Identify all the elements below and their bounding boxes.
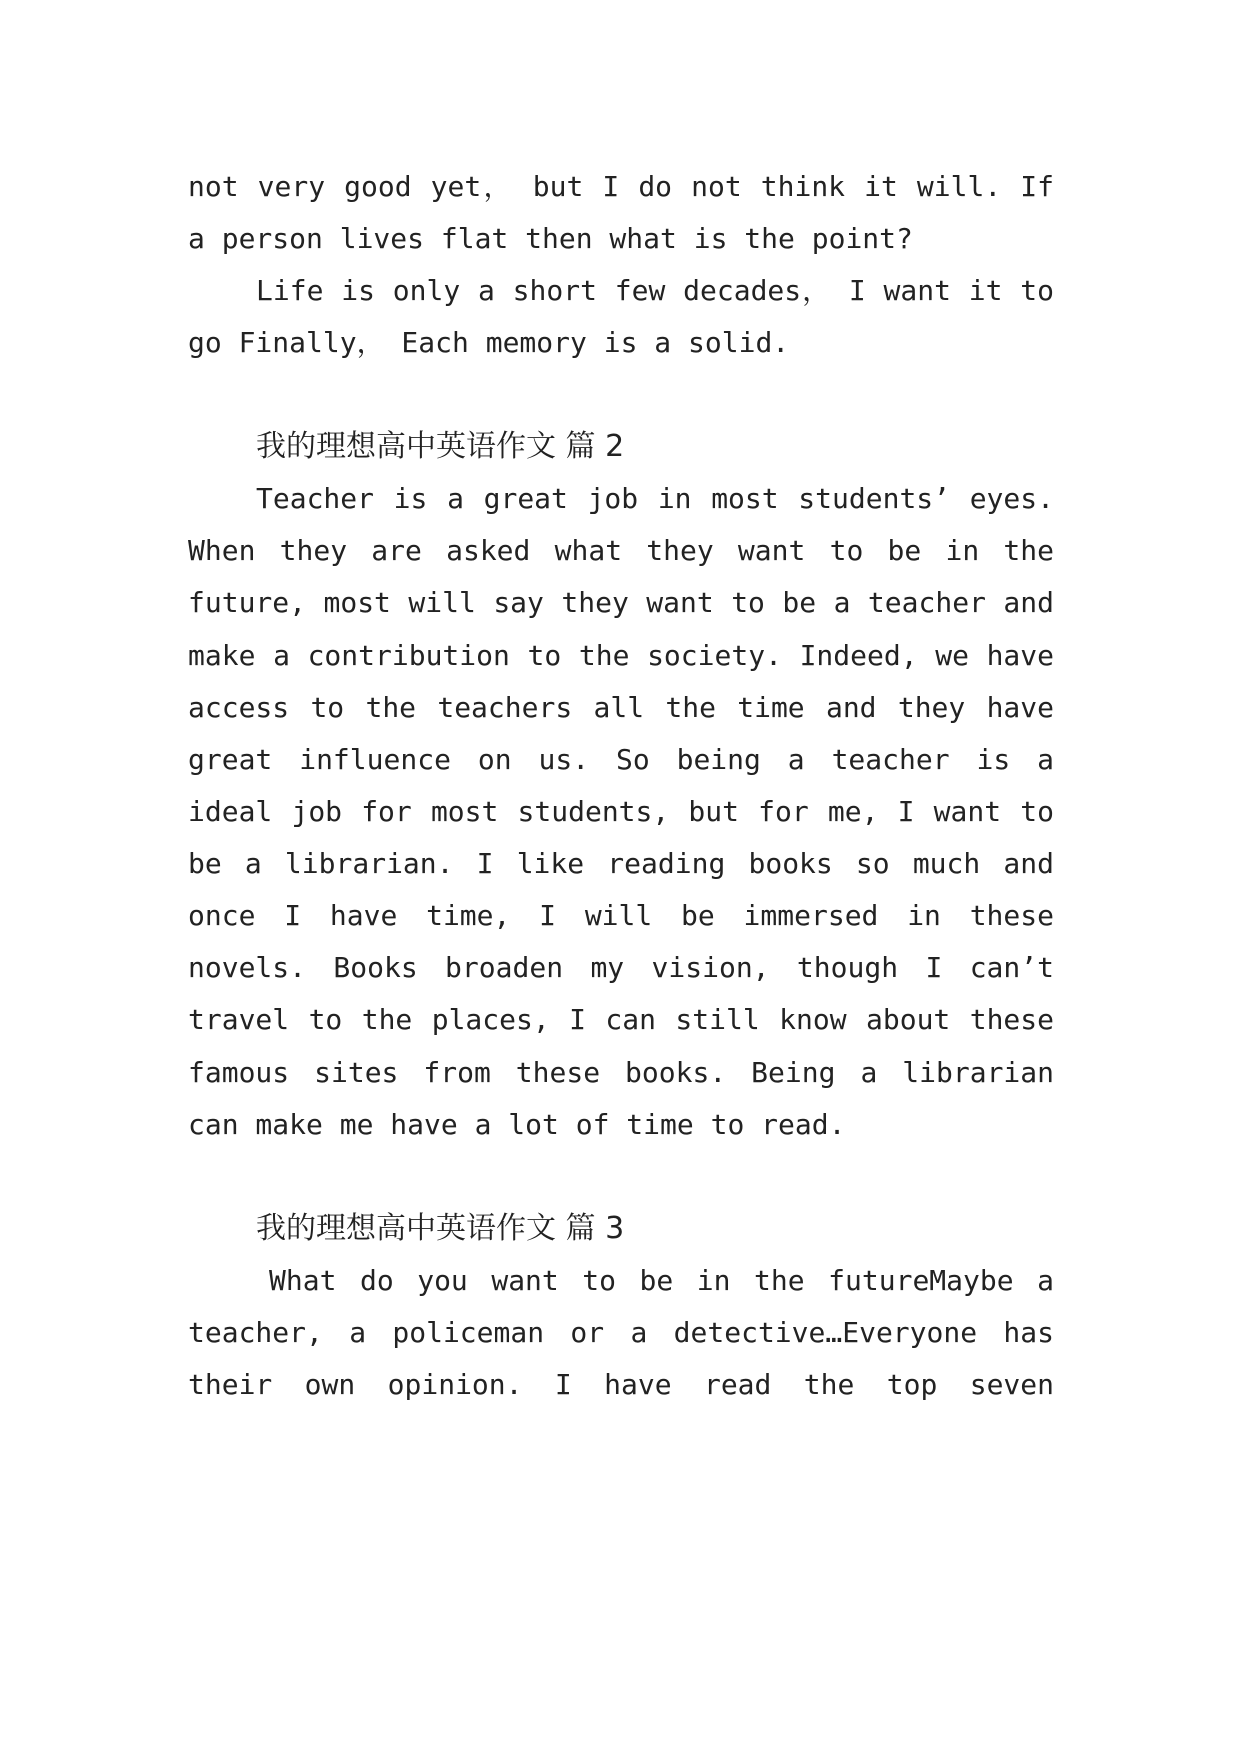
paragraph-line: ideal job for most students, but for me, I want to bbox=[188, 795, 1054, 828]
paragraph-line: not very good yet， but I do not think it will. If bbox=[188, 170, 1054, 203]
paragraph-line: When they are asked what they want to be in the bbox=[188, 534, 1054, 567]
section-heading: 我的理想高中英语作文 篇 2 bbox=[256, 429, 625, 464]
paragraph-line: Life is only a short few decades， I want it to bbox=[256, 274, 1054, 307]
paragraph-line: once I have time, I will be immersed in these bbox=[188, 899, 1054, 932]
paragraph-line: can make me have a lot of time to read. bbox=[188, 1108, 846, 1141]
section-heading: 我的理想高中英语作文 篇 3 bbox=[256, 1211, 625, 1246]
paragraph-line: be a librarian. I like reading books so much and bbox=[188, 847, 1054, 880]
paragraph-line: teacher, a policeman or a detective…Everyone has bbox=[188, 1316, 1054, 1349]
paragraph-line: novels. Books broaden my vision, though I can’t bbox=[188, 951, 1054, 984]
paragraph-line: What do you want to be in the futureMaybe a bbox=[269, 1264, 1054, 1297]
paragraph-line: future, most will say they want to be a teacher and bbox=[188, 586, 1054, 619]
paragraph-line: make a contribution to the society. Indeed, we have bbox=[188, 639, 1054, 672]
paragraph-line: go Finally， Each memory is a solid. bbox=[188, 326, 790, 359]
paragraph-line: access to the teachers all the time and they have bbox=[188, 691, 1054, 724]
paragraph-line: their own opinion. I have read the top seven bbox=[188, 1368, 1054, 1401]
paragraph-line: travel to the places, I can still know about these bbox=[188, 1003, 1054, 1036]
paragraph-line: a person lives flat then what is the point? bbox=[188, 222, 913, 255]
paragraph-line: famous sites from these books. Being a librarian bbox=[188, 1056, 1054, 1089]
paragraph-line: great influence on us. So being a teacher is a bbox=[188, 743, 1054, 776]
paragraph-line: Teacher is a great job in most students’ eyes. bbox=[256, 482, 1054, 515]
